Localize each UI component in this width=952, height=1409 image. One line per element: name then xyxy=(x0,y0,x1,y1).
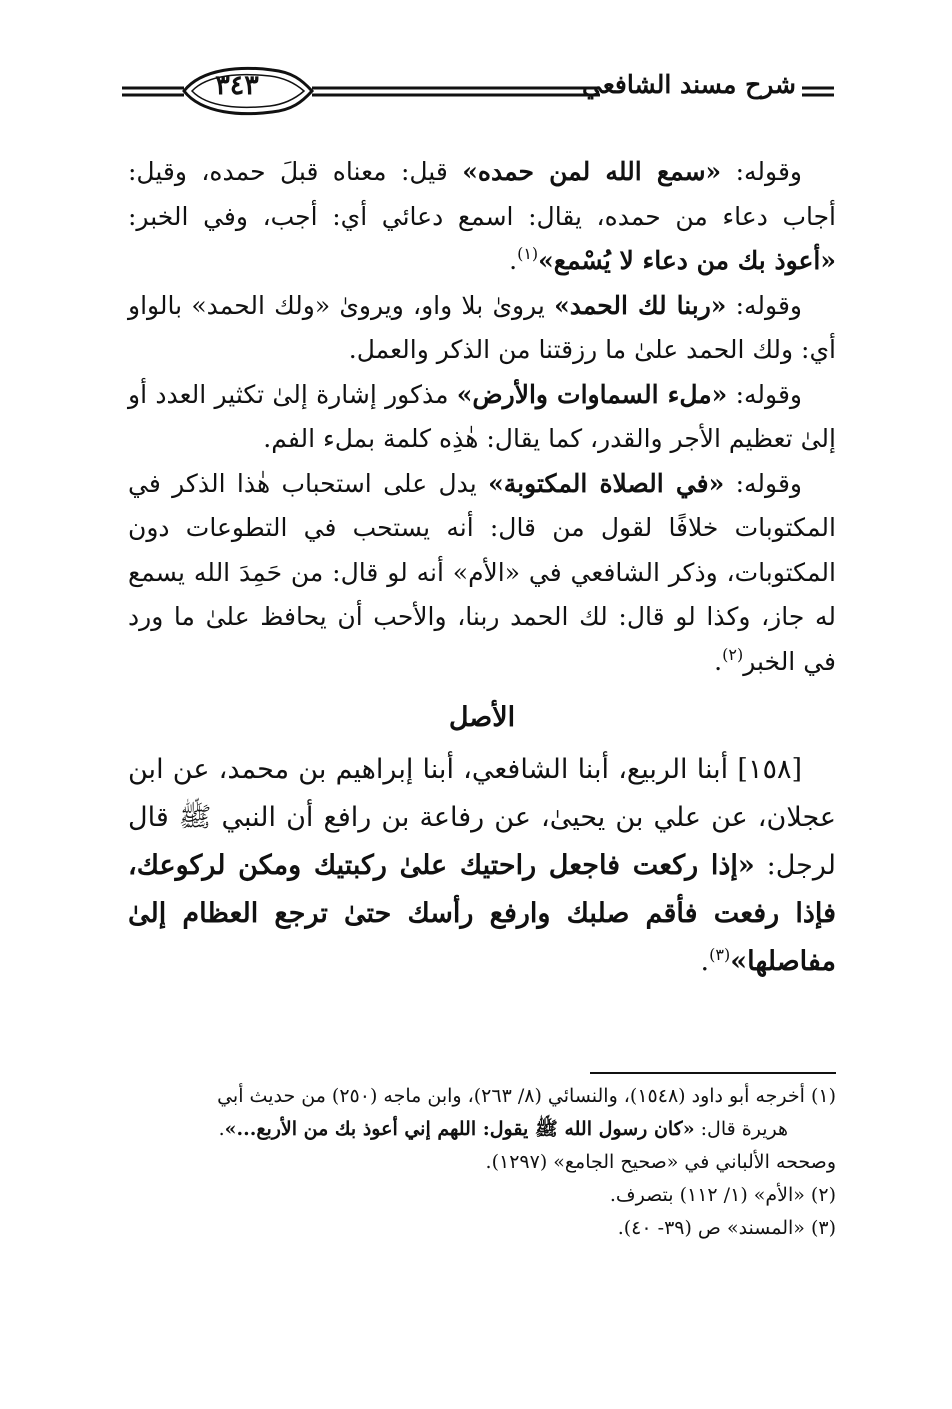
text-run: [١٥٨] أبنا الربيع، أبنا الشافعي، أبنا إبراهيم بن محمد، عن ابن عجلان، عن علي بن يحيىٰ، عن رفاعة بن رافع أن النبي ﷺ قال لرجل: xyxy=(128,754,836,881)
hadith-paragraph xyxy=(128,746,836,986)
book-title: شرح مسند الشافعي xyxy=(582,70,796,99)
paragraph-3 xyxy=(128,373,836,462)
footnote-separator xyxy=(590,1072,836,1074)
text-run: وقوله: xyxy=(721,157,802,186)
paragraph-4 xyxy=(128,462,836,685)
text-run: . xyxy=(700,946,710,977)
quote-bold: «في الصلاة المكتوبة» xyxy=(488,468,725,498)
footnotes xyxy=(128,1080,836,1245)
main-text xyxy=(128,150,836,986)
text-run: . xyxy=(218,1118,225,1140)
text-run: . xyxy=(509,246,518,275)
footnote-1-line-2 xyxy=(128,1113,836,1146)
page-header xyxy=(122,62,834,120)
text-run: وقوله: xyxy=(727,379,802,409)
footnote-1-line-3: وصححه الألباني في «صحيح الجامع» (١٢٩٧). xyxy=(485,1151,836,1173)
quote-bold: «ربنا لك الحمد» xyxy=(554,290,727,320)
footnote-ref: (٣) xyxy=(709,945,731,964)
quote-bold: «ملء السماوات والأرض» xyxy=(456,379,728,409)
footnote-quote-bold: «كان رسول الله ﷺ يقول: اللهم إني أعوذ بك من الأربع...» xyxy=(224,1118,695,1140)
quote-bold: «أعوذ بك من دعاء لا يُسْمع» xyxy=(538,246,836,275)
text-run: وقوله: xyxy=(724,468,802,498)
footnote-1-line-1: (١) أخرجه أبو داود (١٥٤٨)، والنسائي (٨/ ٢٦٣)، وابن ماجه (٢٥٠) من حديث أبي xyxy=(217,1085,836,1107)
footnote-ref: (٢) xyxy=(722,644,744,664)
text-run: يدل على استحباب هٰذا الذكر في المكتوبات خلافًا لقول من قال: أنه يستحب في التطوعات دون المكتوبات، وذكر الشافعي في «الأم» أنه لو قال: من حَمِدَ الله يسمع له جاز، وكذا لو قال: لك الحمد ربنا، والأحب أن يحافظ علىٰ ما ورد في الخبر xyxy=(128,468,836,676)
text-run: . xyxy=(714,646,723,676)
page-number: ٣٤٣ xyxy=(215,70,259,101)
text-run: وقوله: xyxy=(726,290,802,320)
text-run: قيل: معناه قبلَ حمده، وقيل: أجاب دعاء من حمده، يقال: اسمع دعائي أي: أجب، وفي الخبر: xyxy=(128,157,836,231)
quote-bold: «سمع الله لمن حمده» xyxy=(462,157,722,186)
section-heading: الأصل xyxy=(448,702,516,733)
footnote-3: (٣) «المسند» ص (٣٩- ٤٠). xyxy=(617,1217,836,1239)
text-run: يروىٰ بلا واو، ويروىٰ «ولك الحمد» بالواو أي: ولك الحمد علىٰ ما رزقتنا من الذكر والعمل. xyxy=(128,290,836,364)
footnote-ref: (١) xyxy=(517,244,539,263)
text-run: هريرة قال: xyxy=(694,1118,788,1140)
hadith-text-bold: «إذا ركعت فاجعل راحتيك علىٰ ركبتيك ومكن لركوعك، فإذا رفعت فأقم صلبك وارفع رأسك حتىٰ ترجع العظام إلىٰ مفاصلها» xyxy=(128,850,836,977)
text-run: مذكور إشارة إلىٰ تكثير العدد أو إلىٰ تعظيم الأجر والقدر، كما يقال: هٰذِه كلمة بملء الفم. xyxy=(128,379,836,453)
footnote-2: (٢) «الأم» (١/ ١١٢) بتصرف. xyxy=(609,1184,836,1206)
paragraph-1 xyxy=(128,150,836,284)
paragraph-2 xyxy=(128,284,836,373)
